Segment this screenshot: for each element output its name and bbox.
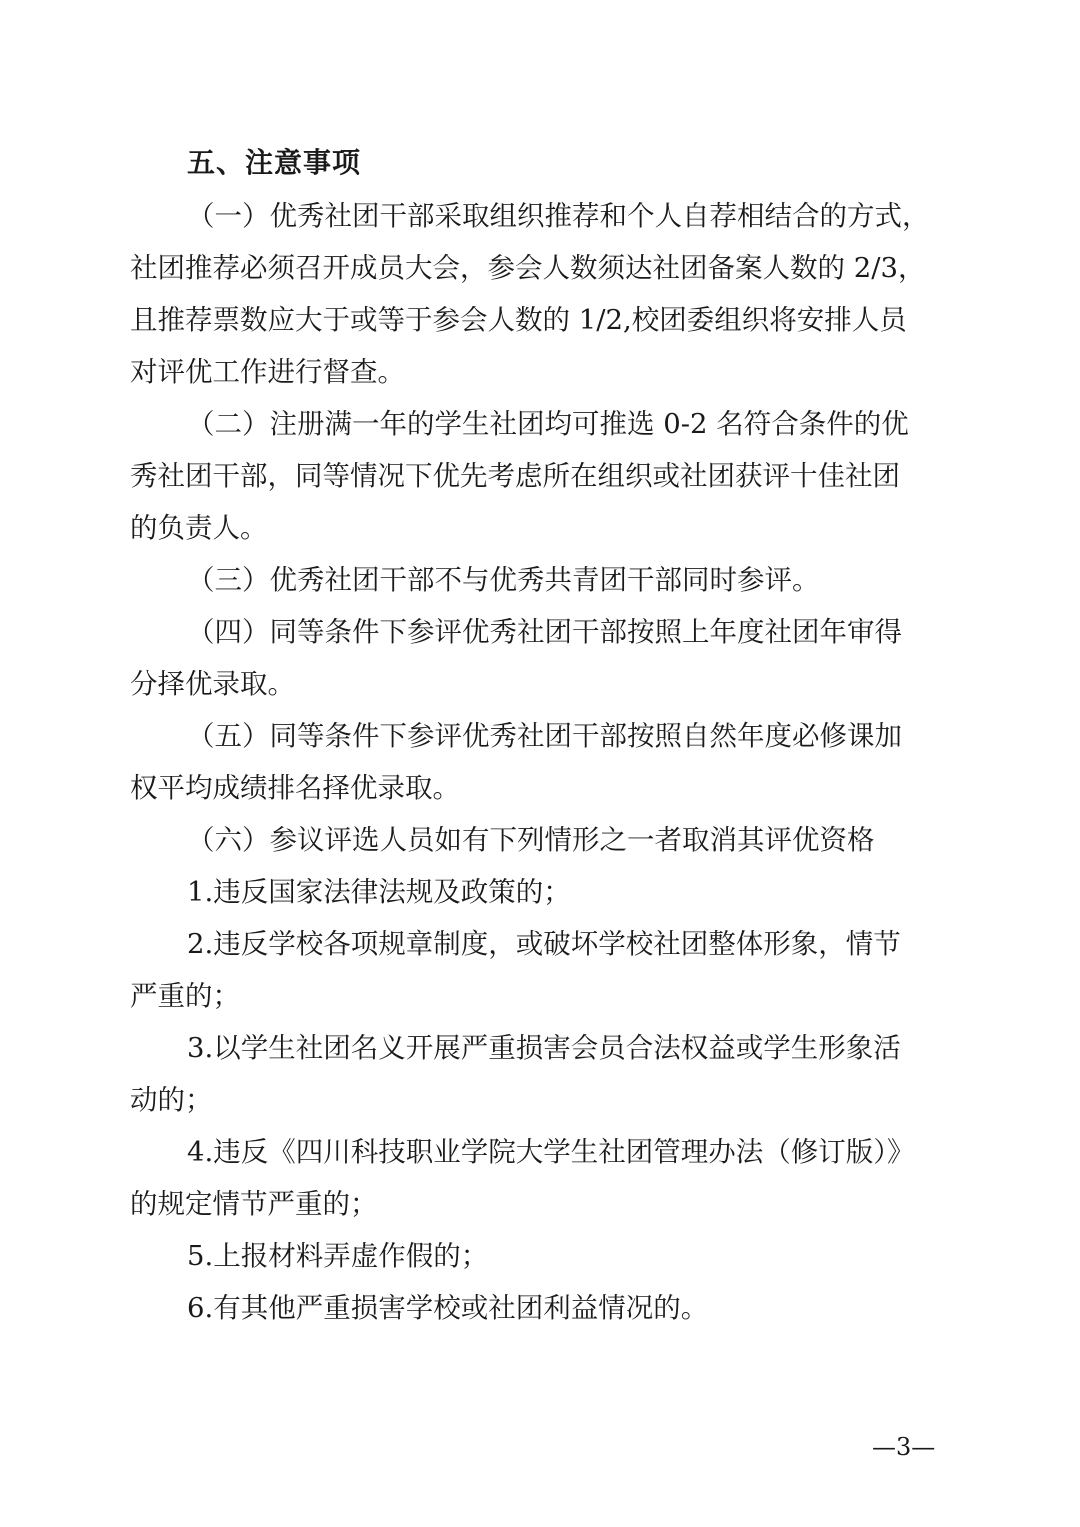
- section-heading: 五、注意事项: [187, 146, 362, 179]
- paragraph-6-line-1: （六）参议评选人员如有下列情形之一者取消其评优资格: [187, 824, 875, 856]
- paragraph-1-line-2: 社团推荐必须召开成员大会，参会人数须达社团备案人数的 2/3，: [130, 252, 926, 284]
- list-item-3-line-2: 动的；: [130, 1084, 213, 1116]
- paragraph-2-line-1: （二）注册满一年的学生社团均可推选 0-2 名符合条件的优: [187, 408, 909, 440]
- paragraph-5-line-2: 权平均成绩排名择优录取。: [130, 772, 460, 804]
- paragraph-1-line-3: 且推荐票数应大于或等于参会人数的 1/2,校团委组织将安排人员: [130, 304, 907, 336]
- list-item-4-line-1: 4.违反《四川科技职业学院大学生社团管理办法（修订版）》: [187, 1136, 915, 1168]
- paragraph-4-line-2: 分择优录取。: [130, 668, 295, 700]
- list-item-2-line-1: 2.违反学校各项规章制度，或破坏学校社团整体形象，情节: [187, 928, 901, 960]
- list-item-6-line-1: 6.有其他严重损害学校或社团利益情况的。: [187, 1292, 709, 1324]
- paragraph-1-line-4: 对评优工作进行督查。: [130, 356, 405, 388]
- paragraph-5-line-1: （五）同等条件下参评优秀社团干部按照自然年度必修课加: [187, 720, 902, 752]
- paragraph-4-line-1: （四）同等条件下参评优秀社团干部按照上年度社团年审得: [187, 616, 902, 648]
- paragraph-2-line-2: 秀社团干部，同等情况下优先考虑所在组织或社团获评十佳社团: [130, 460, 900, 492]
- list-item-3-line-1: 3.以学生社团名义开展严重损害会员合法权益或学生形象活: [187, 1032, 901, 1064]
- paragraph-3-line-1: （三）优秀社团干部不与优秀共青团干部同时参评。: [187, 564, 820, 596]
- paragraph-1-line-1: （一）优秀社团干部采取组织推荐和个人自荐相结合的方式，: [187, 200, 930, 232]
- list-item-4-line-2: 的规定情节严重的；: [130, 1188, 378, 1220]
- list-item-1-line-1: 1.违反国家法律法规及政策的；: [187, 876, 571, 908]
- list-item-5-line-1: 5.上报材料弄虚作假的；: [187, 1240, 489, 1272]
- page-number: —3—: [872, 1433, 936, 1461]
- list-item-2-line-2: 严重的；: [130, 980, 240, 1012]
- paragraph-2-line-3: 的负责人。: [130, 512, 268, 544]
